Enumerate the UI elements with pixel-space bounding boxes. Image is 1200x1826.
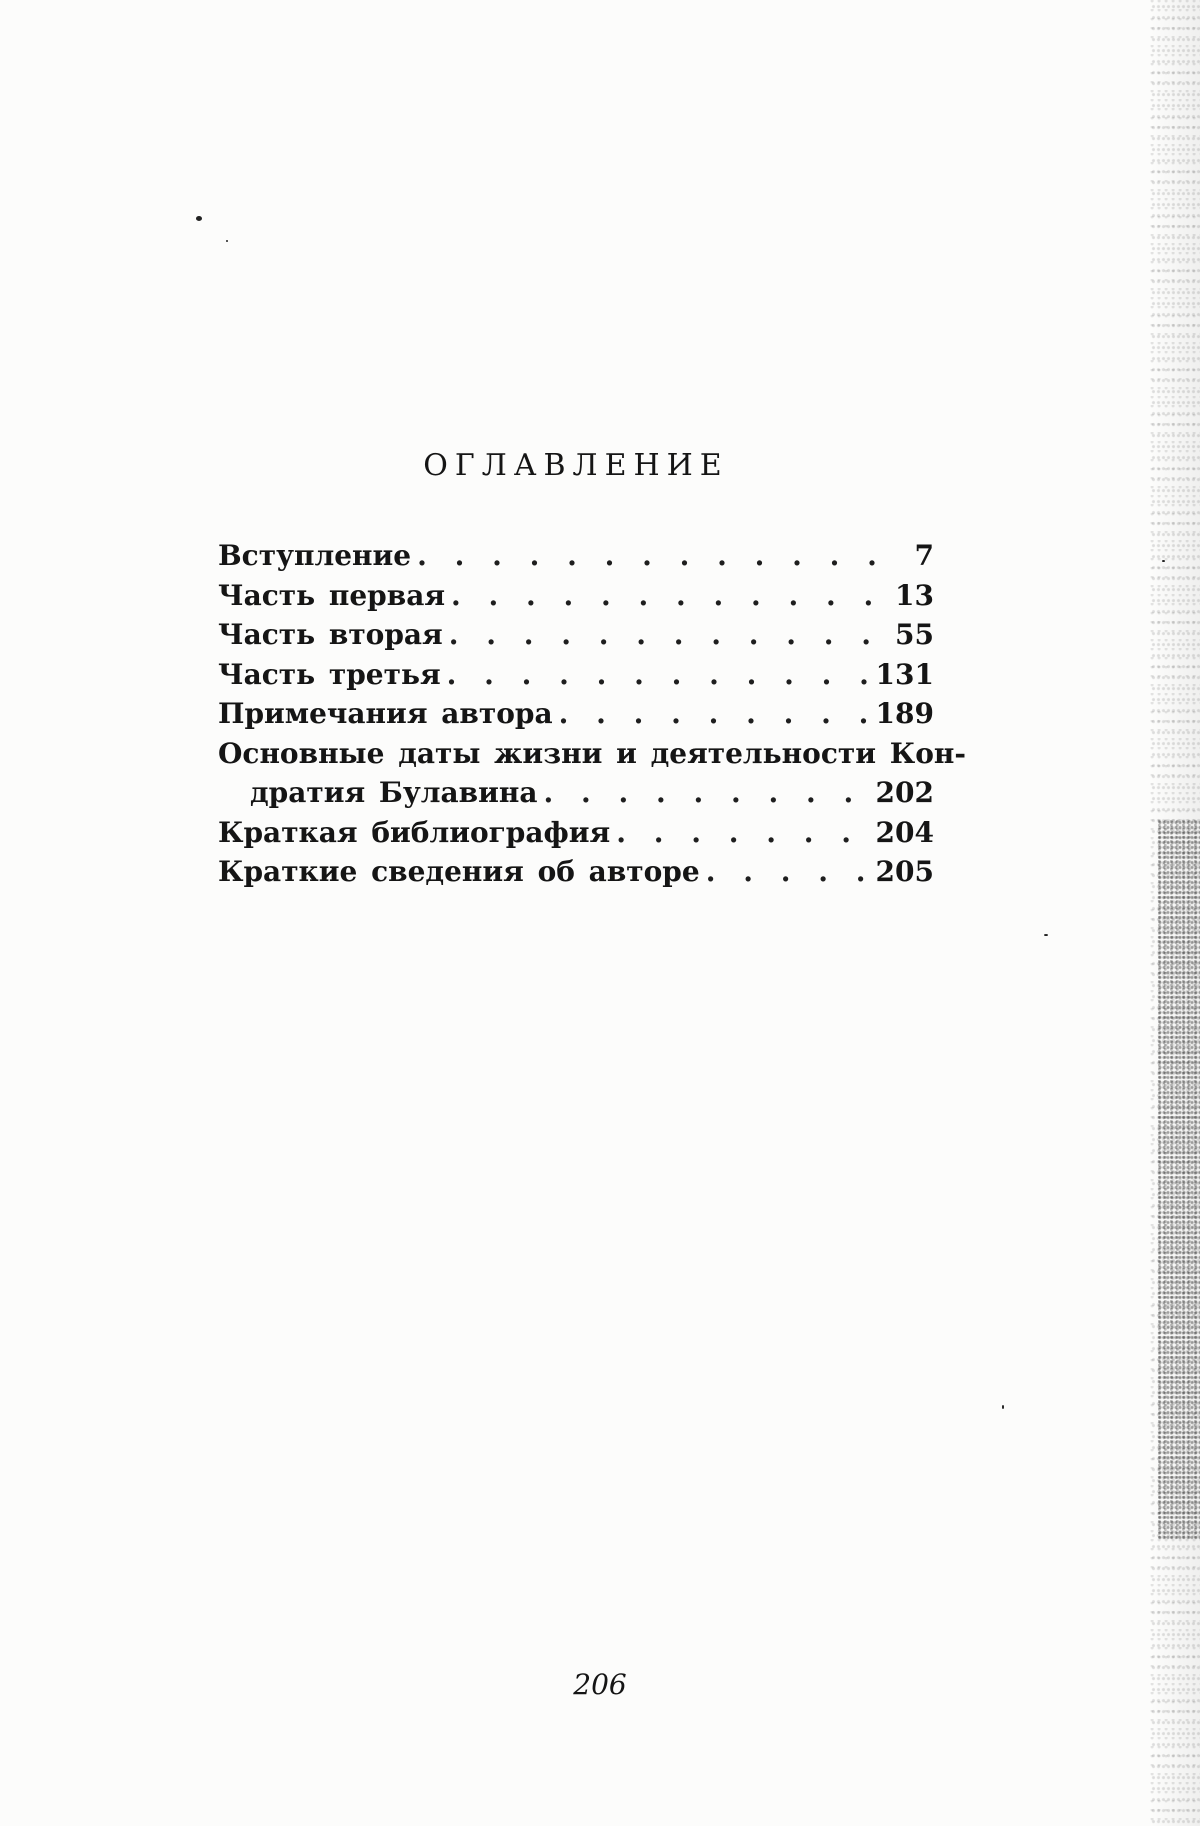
toc-entry <box>218 694 934 734</box>
toc-entry-title: Краткие сведения об авторе <box>218 855 700 888</box>
toc-entry <box>218 615 934 655</box>
toc-dot-leader <box>553 694 876 734</box>
toc-dot-leader <box>700 852 876 892</box>
toc-entry-continuation <box>218 773 934 813</box>
toc-entry-title: Краткая библиография <box>218 815 611 849</box>
toc-entry-page: 131 <box>875 657 934 691</box>
toc-entry-title: Часть вторая <box>218 618 443 651</box>
toc-entry <box>218 852 934 892</box>
scan-edge-shadow <box>1158 820 1200 1540</box>
toc-entry-page: 55 <box>895 618 934 651</box>
toc-dot-leader <box>411 536 886 576</box>
toc-entry <box>218 655 934 695</box>
toc-dot-leader <box>445 576 886 616</box>
scan-speck <box>1162 560 1165 562</box>
toc-entry-title-continued: дратия Булавина <box>250 776 538 809</box>
scan-speck <box>226 240 228 242</box>
toc-entry-page: 202 <box>875 776 934 809</box>
toc-list <box>218 536 967 892</box>
toc-entry <box>218 576 934 616</box>
toc-dot-leader <box>610 813 875 853</box>
toc-heading: ОГЛАВЛЕНИЕ <box>423 448 729 483</box>
page-number: 206 <box>573 1668 627 1701</box>
toc-entry-title: Основные даты жизни и деятельности Кон- <box>218 736 967 770</box>
toc-entry-page: 205 <box>875 855 934 888</box>
toc-entry-page: 204 <box>875 815 934 849</box>
toc-entry-page: 13 <box>895 578 934 612</box>
toc-entry <box>218 813 934 853</box>
toc-entry-page: 7 <box>914 539 934 572</box>
toc-entry-first-line <box>218 734 967 774</box>
toc-dot-leader <box>443 615 886 655</box>
toc-entry-page: 189 <box>875 697 934 730</box>
toc-entry <box>218 536 934 576</box>
toc-entry-title: Часть третья <box>218 657 441 691</box>
toc-entry-title: Вступление <box>218 539 412 572</box>
scan-speck <box>1044 934 1048 936</box>
toc-dot-leader <box>441 655 876 695</box>
scan-speck <box>196 216 202 221</box>
scan-speck <box>1002 1405 1004 1409</box>
toc-dot-leader <box>538 773 876 813</box>
toc-entry-title: Примечания автора <box>218 697 553 730</box>
toc-entry-title: Часть первая <box>218 578 446 612</box>
